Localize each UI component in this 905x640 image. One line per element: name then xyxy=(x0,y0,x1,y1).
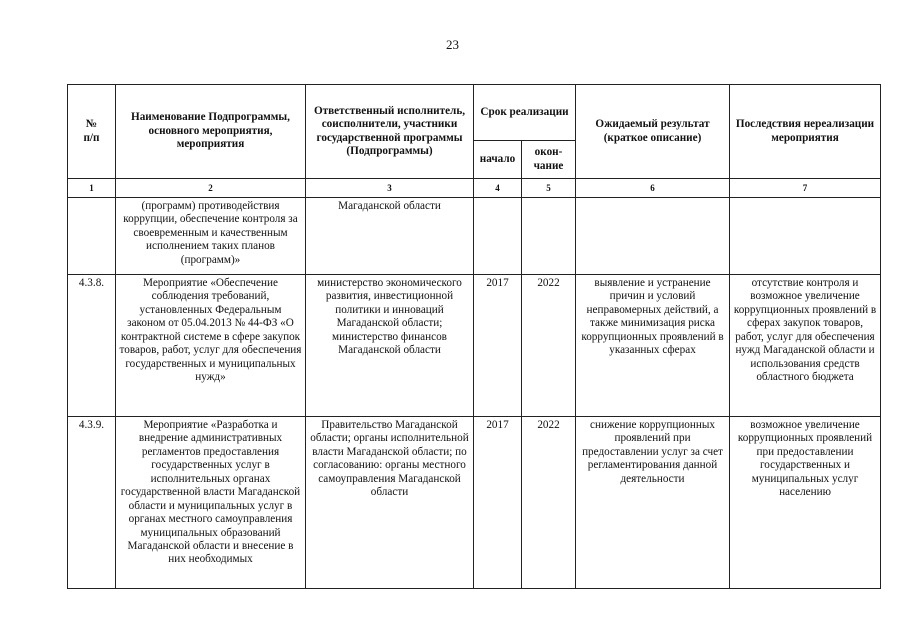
row-executor: Правительство Магаданской области; органы исполнительной власти Магаданской области; по согласованию: органы местного самоуправления Магаданской области xyxy=(306,417,474,589)
plan-table xyxy=(67,84,881,589)
table-row xyxy=(68,417,881,589)
column-number: 5 xyxy=(522,179,576,198)
header-term: Срок реализации xyxy=(474,85,576,141)
header-row xyxy=(68,85,881,141)
column-number: 4 xyxy=(474,179,522,198)
column-number: 3 xyxy=(306,179,474,198)
page-number: 23 xyxy=(446,37,459,52)
row-end: 2022 xyxy=(522,417,576,589)
table-row xyxy=(68,198,881,275)
row-consequences xyxy=(730,198,881,275)
header-result: Ожидаемый результат (краткое описание) xyxy=(576,85,730,179)
row-num xyxy=(68,198,116,275)
row-executor: министерство экономического развития, инвестиционной политики и инноваций Магаданской области; министерство финансов Магаданской области xyxy=(306,275,474,417)
header-end: окон- чание xyxy=(522,141,576,179)
header-consequences: Последствия нереализации мероприятия xyxy=(730,85,881,179)
column-number: 7 xyxy=(730,179,881,198)
row-start: 2017 xyxy=(474,417,522,589)
row-result: снижение коррупционных проявлений при предоставлении услуг за счет регламентирования данной деятельности xyxy=(576,417,730,589)
table-row xyxy=(68,275,881,417)
column-number: 2 xyxy=(116,179,306,198)
row-name: Мероприятие «Обеспечение соблюдения требований, установленных Федеральным законом от 05.04.2013 № 44-ФЗ «О контрактной системе в сфере закупок товаров, работ, услуг для обеспечения государственных и муниципальных нужд» xyxy=(116,275,306,417)
row-result xyxy=(576,198,730,275)
column-number-row xyxy=(68,179,881,198)
row-name: (программ) противодействия коррупции, обеспечение контроля за своевременным и качественным исполнением таких планов (программ)» xyxy=(116,198,306,275)
row-consequences: отсутствие контроля и возможное увеличение коррупционных проявлений в сферах закупок товаров, работ, услуг для обеспечения нужд Магаданской области и использования средств областного бюджета xyxy=(730,275,881,417)
row-num: 4.3.8. xyxy=(68,275,116,417)
header-name: Наименование Подпрограммы, основного мероприятия, мероприятия xyxy=(116,85,306,179)
row-num: 4.3.9. xyxy=(68,417,116,589)
row-end xyxy=(522,198,576,275)
row-executor: Магаданской области xyxy=(306,198,474,275)
row-consequences: возможное увеличение коррупционных проявлений при предоставлении государственных и муниципальных услуг населению xyxy=(730,417,881,589)
column-number: 1 xyxy=(68,179,116,198)
header-start: начало xyxy=(474,141,522,179)
header-num: № п/п xyxy=(68,85,116,179)
row-start: 2017 xyxy=(474,275,522,417)
row-name: Мероприятие «Разработка и внедрение административных регламентов предоставления государственных услуг в исполнительных органах государственной власти Магаданской области и муниципальных услуг в органах местного самоуправления муниципальных образований Магаданской области и внесение в них необходимых xyxy=(116,417,306,589)
column-number: 6 xyxy=(576,179,730,198)
header-executor: Ответственный исполнитель, соисполнители, участники государственной программы (Подпрограммы) xyxy=(306,85,474,179)
row-start xyxy=(474,198,522,275)
row-end: 2022 xyxy=(522,275,576,417)
row-result: выявление и устранение причин и условий неправомерных действий, а также минимизация риска коррупционных проявлений в указанных сферах xyxy=(576,275,730,417)
